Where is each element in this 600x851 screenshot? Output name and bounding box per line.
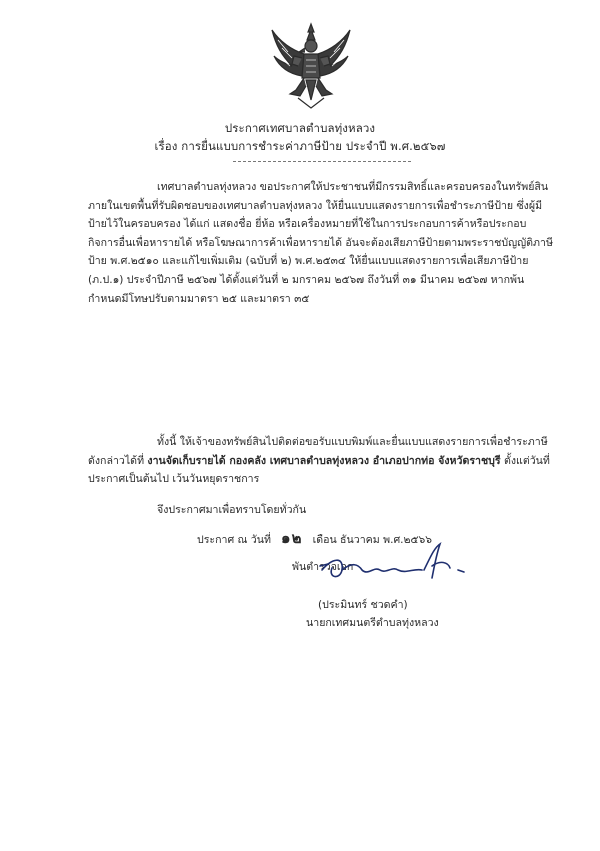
announcement-title: ประกาศเทศบาลตำบลทุ่งหลวง — [224, 121, 376, 135]
title-divider — [233, 161, 411, 162]
contact-office: งานจัดเก็บรายได้ กองคลัง เทศบาลตำบลทุ่งหลวง อำเภอปากท่อ จังหวัดราชบุรี — [147, 454, 501, 467]
date-prefix: ประกาศ ณ วันที่ — [197, 534, 271, 546]
handwritten-signature — [318, 540, 470, 592]
signer-rank: พันตำรวจเอก — [292, 561, 354, 573]
date-day: ๑๒ — [281, 529, 303, 547]
paragraph-closing: จึงประกาศมาเพื่อทราบโดยทั่วกัน — [157, 504, 307, 516]
signer-name: (ประมินทร์ ชวดคำ) — [318, 599, 408, 611]
garuda-emblem-icon — [268, 22, 354, 112]
date-suffix: เดือน ธันวาคม พ.ศ.๒๕๖๖ — [312, 534, 432, 546]
paragraph-contact — [88, 433, 554, 489]
announcement-subject: เรื่อง การยื่นแบบการชำระค่าภาษีป้าย ประจำปี พ.ศ.๒๕๖๗ — [154, 139, 446, 153]
signer-position: นายกเทศมนตรีตำบลทุ่งหลวง — [306, 617, 439, 629]
paragraph-main: เทศบาลตำบลทุ่งหลวง ขอประกาศให้ประชาชนที่มีกรรมสิทธิ์และครอบครองในทรัพย์สินภายในเขตพื้นที่รับผิดชอบของเทศบาลตำบลทุ่งหลวง ให้ยื่นแบบแสดงรายการเพื่อชำระภาษีป้าย ซึ่งผู้มีป้ายไว้ในครอบครอง ได้แก่ แสดงชื่อ ยี่ห้อ หรือเครื่องหมายที่ใช้ในการประกอบการค้าหรือประกอบกิจการอื่นเพื่อหารายได้ หรือโฆษณาการค้าเพื่อหารายได้ อันจะต้องเสียภาษีป้ายตามพระราชบัญญัติภาษีป้าย พ.ศ.๒๕๑๐ และแก้ไขเพิ่มเติม (ฉบับที่ ๒) พ.ศ.๒๕๓๔ ให้ยื่นแบบแสดงรายการเพื่อเสียภาษีป้าย (ภ.ป.๑) ประจำปีภาษี ๒๕๖๗ ได้ตั้งแต่วันที่ ๒ มกราคม ๒๕๖๗ ถึงวันที่ ๓๑ มีนาคม ๒๕๖๗ หากพ้นกำหนดมีโทษปรับตามมาตรา ๒๕ และมาตรา ๓๕ — [88, 181, 553, 305]
contact-text-after: ตั้งแต่วันที่ประกาศเป็นต้นไป เว้นวันหยุดราชการ — [88, 454, 550, 486]
contact-text-before: ทั้งนี้ ให้เจ้าของทรัพย์สินไปติดต่อขอรับแบบพิมพ์และยื่นแบบแสดงรายการเพื่อชำระภาษีดังกล่าวได้ที่ — [88, 436, 548, 467]
